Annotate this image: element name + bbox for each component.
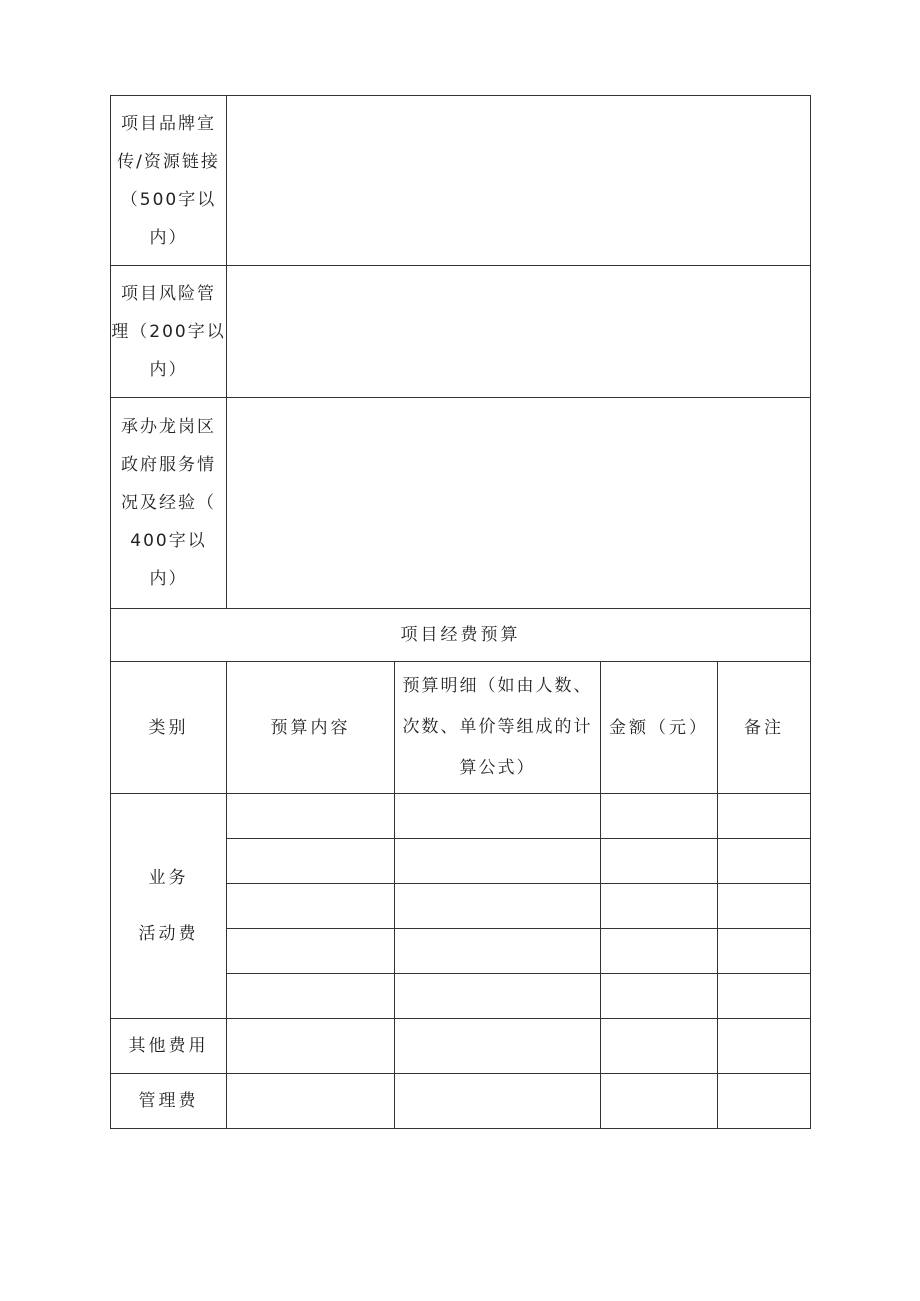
budget-detail-cell[interactable]: [395, 974, 601, 1019]
category-other-costs: 其他费用: [111, 1019, 227, 1074]
service-experience-label: 承办龙岗区 政府服务情 况及经验（ 400字以 内）: [111, 398, 227, 609]
budget-amount-cell[interactable]: [601, 974, 718, 1019]
budget-content-cell[interactable]: [227, 929, 395, 974]
category-business-activity: 业务 活动费: [111, 794, 227, 1019]
budget-content-cell[interactable]: [227, 1019, 395, 1074]
budget-title-row: [111, 609, 811, 662]
budget-amount-cell[interactable]: [601, 839, 718, 884]
budget-note-cell[interactable]: [718, 929, 811, 974]
section-row-experience: [111, 398, 811, 609]
budget-amount-cell[interactable]: [601, 929, 718, 974]
section-row-brand: [111, 96, 811, 266]
risk-management-label: 项目风险管 理（200字以 内）: [111, 266, 227, 398]
budget-row: [111, 794, 811, 839]
budget-note-cell[interactable]: [718, 974, 811, 1019]
brand-promotion-label: 项目品牌宣 传/资源链接 （500字以 内）: [111, 96, 227, 266]
budget-detail-cell[interactable]: [395, 839, 601, 884]
budget-title: 项目经费预算: [111, 609, 811, 662]
brand-promotion-field[interactable]: [227, 96, 811, 266]
budget-content-cell[interactable]: [227, 839, 395, 884]
budget-row-management: [111, 1074, 811, 1129]
header-content: 预算内容: [227, 662, 395, 794]
budget-detail-cell[interactable]: [395, 794, 601, 839]
header-note: 备注: [718, 662, 811, 794]
budget-note-cell[interactable]: [718, 794, 811, 839]
header-category: 类别: [111, 662, 227, 794]
budget-note-cell[interactable]: [718, 839, 811, 884]
header-detail: 预算明细（如由人数、 次数、单价等组成的计 算公式）: [395, 662, 601, 794]
budget-detail-cell[interactable]: [395, 929, 601, 974]
category-management-fee: 管理费: [111, 1074, 227, 1129]
section-row-risk: [111, 266, 811, 398]
budget-note-cell[interactable]: [718, 1019, 811, 1074]
budget-amount-cell[interactable]: [601, 1074, 718, 1129]
risk-management-field[interactable]: [227, 266, 811, 398]
budget-content-cell[interactable]: [227, 884, 395, 929]
budget-header-row: [111, 662, 811, 794]
budget-amount-cell[interactable]: [601, 1019, 718, 1074]
budget-note-cell[interactable]: [718, 1074, 811, 1129]
budget-detail-cell[interactable]: [395, 1019, 601, 1074]
budget-content-cell[interactable]: [227, 1074, 395, 1129]
budget-row-other: [111, 1019, 811, 1074]
budget-content-cell[interactable]: [227, 974, 395, 1019]
budget-detail-cell[interactable]: [395, 1074, 601, 1129]
budget-amount-cell[interactable]: [601, 884, 718, 929]
budget-content-cell[interactable]: [227, 794, 395, 839]
budget-detail-cell[interactable]: [395, 884, 601, 929]
header-amount: 金额（元）: [601, 662, 718, 794]
service-experience-field[interactable]: [227, 398, 811, 609]
budget-note-cell[interactable]: [718, 884, 811, 929]
budget-amount-cell[interactable]: [601, 794, 718, 839]
project-form-table: [110, 95, 811, 1129]
